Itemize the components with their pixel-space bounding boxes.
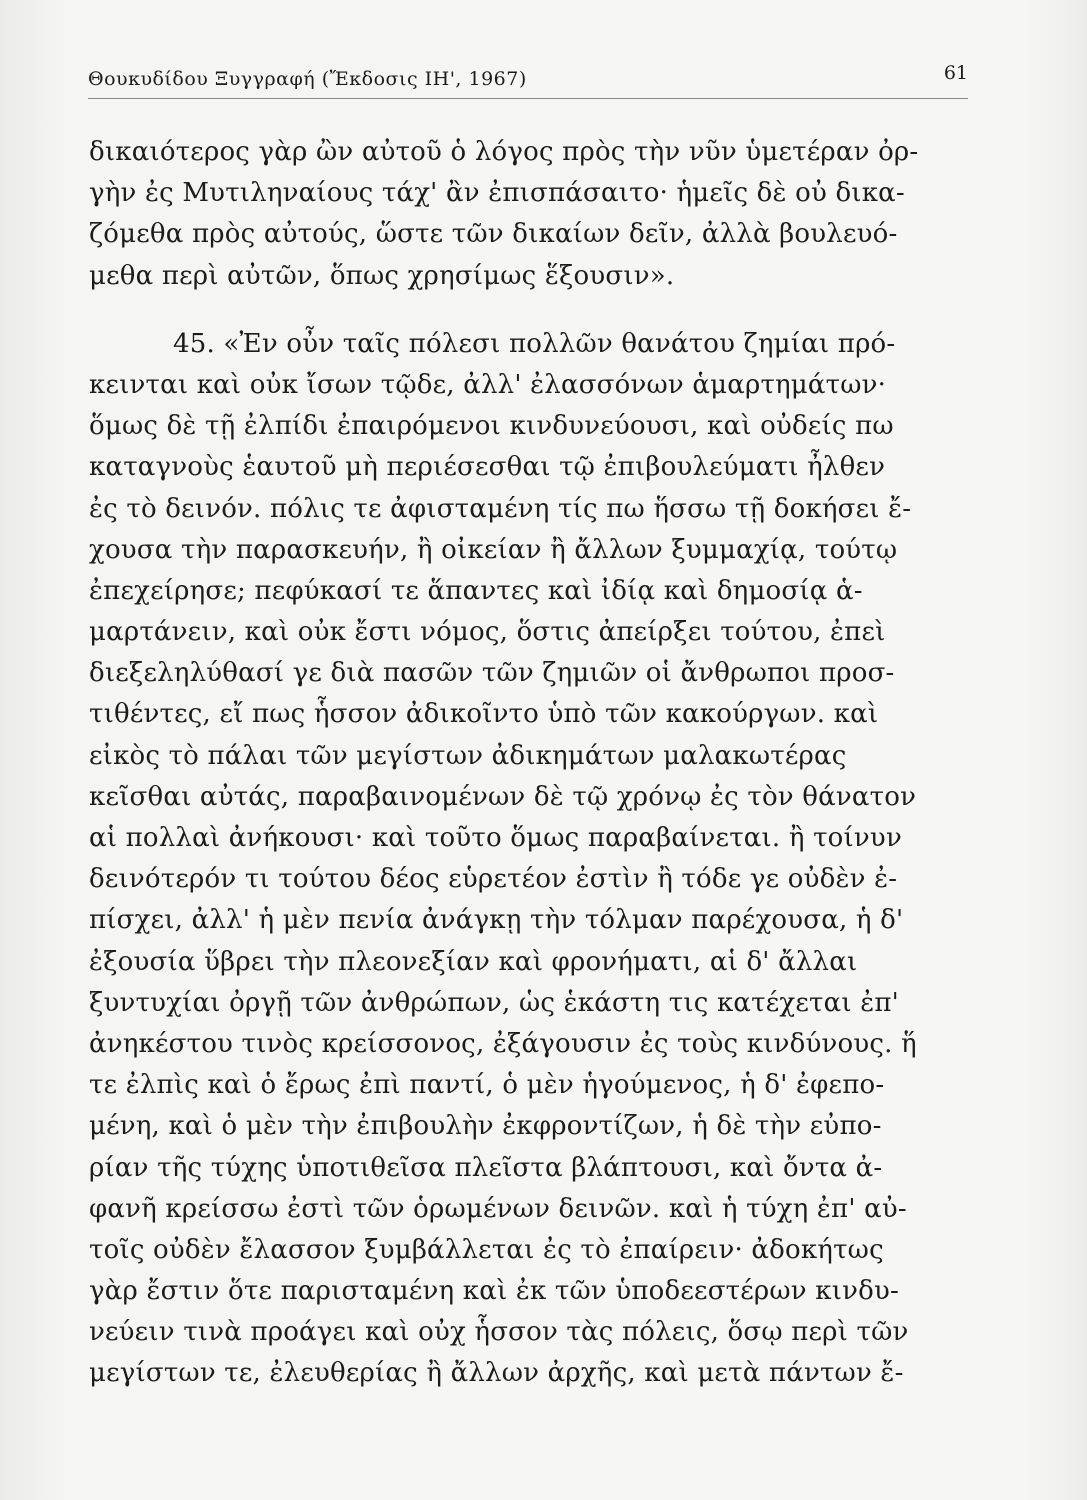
- text-line: ξυντυχίαι ὀργῇ τῶν ἀνθρώπων, ὡς ἑκάστη τις κατέχεται ἐπ': [89, 987, 900, 1018]
- page-number: 61: [943, 62, 968, 84]
- text-line: κεῖσθαι αὐτάς, παραβαινομένων δὲ τῷ χρόνῳ ἐς τὸν θάνατον: [89, 781, 917, 812]
- paragraph-45: [89, 324, 959, 1395]
- text-line: μαρτάνειν, καὶ οὐκ ἔστι νόμος, ὅστις ἀπείρξει τούτου, ἐπεὶ: [89, 617, 886, 648]
- text-line: κεινται καὶ οὐκ ἴσων τῷδε, ἀλλ' ἐλασσόνων ἁμαρτημάτων·: [89, 369, 887, 400]
- body-text: [89, 132, 959, 1395]
- text-line: μεθα περὶ αὐτῶν, ὅπως χρησίμως ἕξουσιν».: [89, 260, 675, 291]
- header-rule: [88, 98, 968, 99]
- running-head: [88, 62, 968, 98]
- text-line: καταγνοὺς ἑαυτοῦ μὴ περιέσεσθαι τῷ ἐπιβουλεύματι ἦλθεν: [89, 452, 886, 483]
- text-line: μένη, καὶ ὁ μὲν τὴν ἐπιβουλὴν ἐκφροντίζων, ἡ δὲ τὴν εὐπο-: [89, 1111, 882, 1142]
- paragraph-1: [89, 132, 959, 297]
- text-line: φανῆ κρείσσω ἐστὶ τῶν ὁρωμένων δεινῶν. καὶ ἡ τύχη ἐπ' αὐ-: [89, 1193, 907, 1224]
- text-line: τιθέντες, εἴ πως ἧσσον ἀδικοῖντο ὑπὸ τῶν κακούργων. καὶ: [89, 699, 879, 730]
- text-line: ἀνηκέστου τινὸς κρείσσονος, ἐξάγουσιν ἐς τοὺς κινδύνους. ἥ: [89, 1028, 917, 1059]
- text-line: μεγίστων τε, ἐλευθερίας ἢ ἄλλων ἀρχῆς, καὶ μετὰ πάντων ἔ-: [89, 1358, 904, 1389]
- text-line: τε ἐλπὶς καὶ ὁ ἔρως ἐπὶ παντί, ὁ μὲν ἡγούμενος, ἡ δ' ἐφεπο-: [89, 1070, 885, 1101]
- text-line: δεινότερόν τι τούτου δέος εὑρετέον ἐστὶν ἢ τόδε γε οὐδὲν ἐ-: [89, 864, 898, 895]
- running-title: Θουκυδίδου Ξυγγραφή (Ἔκδοσις ΙΗ', 1967): [88, 68, 527, 90]
- text-line: ρίαν τῆς τύχης ὑποτιθεῖσα πλεῖστα βλάπτουσι, καὶ ὄντα ἀ-: [89, 1152, 883, 1183]
- text-line: εἰκὸς τὸ πάλαι τῶν μεγίστων ἀδικημάτων μαλακωτέρας: [89, 740, 847, 771]
- text-line: αἱ πολλαὶ ἀνήκουσι· καὶ τοῦτο ὅμως παραβαίνεται. ἢ τοίνυν: [89, 823, 902, 853]
- text-line: πίσχει, ἀλλ' ἡ μὲν πενία ἀνάγκῃ τὴν τόλμαν παρέχουσα, ἡ δ': [89, 905, 904, 936]
- text-line: γὰρ ἔστιν ὅτε παρισταμένη καὶ ἐκ τῶν ὑποδεεστέρων κινδυ-: [89, 1276, 899, 1307]
- text-line: ζόμεθα πρὸς αὐτούς, ὥστε τῶν δικαίων δεῖν, ἀλλὰ βουλευό-: [89, 219, 898, 250]
- text-line: 45. «Ἐν οὖν ταῖς πόλεσι πολλῶν θανάτου ζημίαι πρό-: [173, 328, 896, 359]
- text-line: ἐς τὸ δεινόν. πόλις τε ἀφισταμένη τίς πω ἥσσω τῇ δοκήσει ἔ-: [89, 493, 912, 524]
- text-line: ἐξουσία ὕβρει τὴν πλεονεξίαν καὶ φρονήματι, αἱ δ' ἄλλαι: [89, 946, 858, 977]
- text-line: δικαιότερος γὰρ ὢν αὐτοῦ ὁ λόγος πρὸς τὴν νῦν ὑμετέραν ὀρ-: [89, 137, 919, 167]
- text-line: τοῖς οὐδὲν ἔλασσον ξυμβάλλεται ἐς τὸ ἐπαίρειν· ἀδοκήτως: [89, 1234, 884, 1265]
- paragraph-gap: [89, 297, 959, 324]
- text-line: διεξεληλύθασί γε διὰ πασῶν τῶν ζημιῶν οἱ ἄνθρωποι προσ-: [89, 658, 895, 689]
- text-line: γὴν ἐς Μυτιληναίους τάχ' ἂν ἐπισπάσαιτο· ἡμεῖς δὲ οὐ δικα-: [89, 178, 905, 209]
- text-line: ὅμως δὲ τῇ ἐλπίδι ἐπαιρόμενοι κινδυνεύουσι, καὶ οὐδείς πω: [89, 411, 894, 442]
- text-line: χουσα τὴν παρασκευήν, ἢ οἰκείαν ἢ ἄλλων ξυμμαχίᾳ, τούτῳ: [89, 534, 898, 565]
- text-line: νεύειν τινὰ προάγει καὶ οὐχ ἧσσον τὰς πόλεις, ὅσῳ περὶ τῶν: [89, 1317, 909, 1348]
- text-line: ἐπεχείρησε; πεφύκασί τε ἅπαντες καὶ ἰδίᾳ καὶ δημοσίᾳ ἁ-: [89, 575, 863, 606]
